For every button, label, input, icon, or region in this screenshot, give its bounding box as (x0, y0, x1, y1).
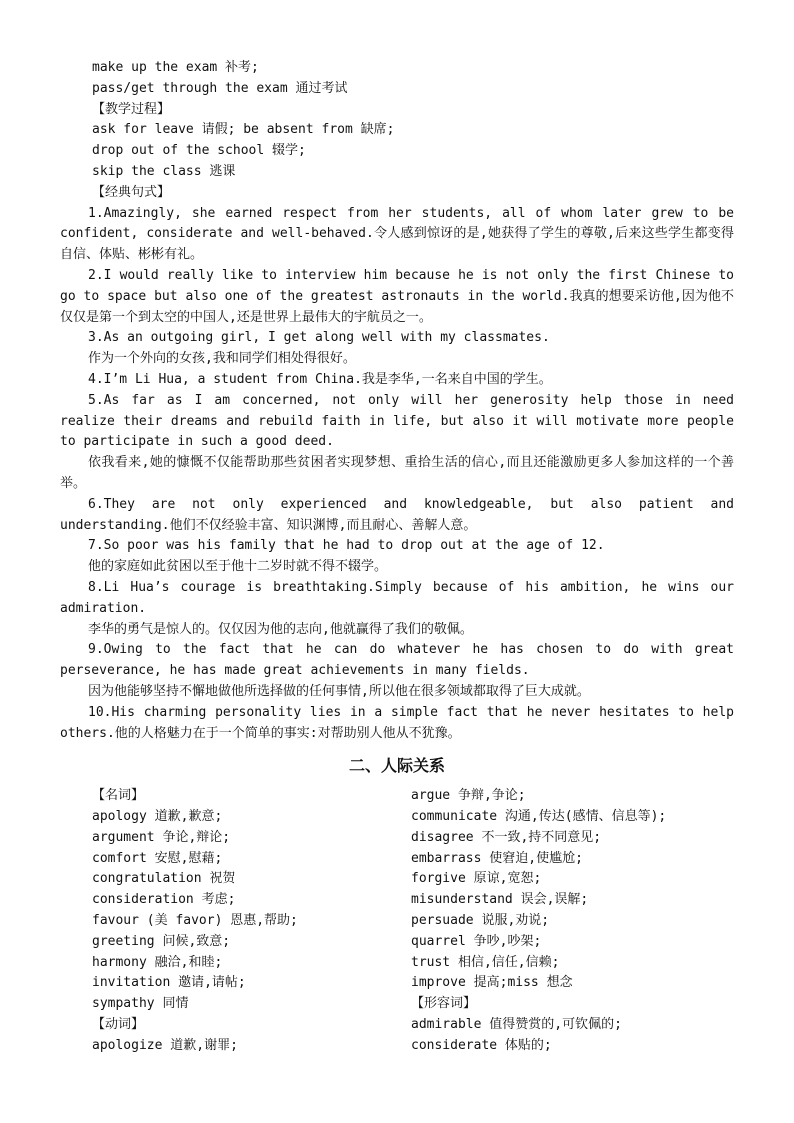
vocab-item: comfort 安慰,慰藉; (92, 850, 223, 866)
sentence: 3.As an outgoing girl, I get along well with my classmates. (88, 330, 550, 346)
vocab-item: considerate 体贴的; (411, 1037, 552, 1053)
text-line: ask for leave 请假; be absent from 缺席; (92, 122, 395, 138)
vocab-item: favour (美 favor) 恩惠,帮助; (92, 913, 298, 929)
section-heading: 【教学过程】 (92, 101, 171, 117)
sentence-list (60, 204, 734, 745)
sentence-translation: 依我看来,她的慷慨不仅能帮助那些贫困者实现梦想、重拾生活的信心,而且还能激励更多人参加这样的一个善举。 (60, 455, 734, 491)
vocab-item: apology 道歉,歉意; (92, 809, 223, 825)
sentence: 5.As far as I am concerned, not only will her generosity help those in need realize their dreams and rebuild faith in life, but also it will motivate more people to participate in such a good deed. (60, 392, 734, 450)
vocab-heading: 【动词】 (92, 1017, 145, 1033)
sentence: 7.So poor was his family that he had to drop out at the age of 12. (88, 538, 605, 554)
document-page (60, 58, 734, 1057)
vocab-top-block (60, 58, 734, 204)
text-line: make up the exam 补考; (92, 60, 259, 75)
sentence: 2.I would really like to interview him because he is not only the first Chinese to go to space but also one of the greatest astronauts in the world.我真的想要采访他,因为他不仅仅是第一个到太空的中国人,还是世界上最伟大的宇航员之一。 (60, 267, 734, 325)
sentence-translation: 因为他能够坚持不懈地做他所选择做的任何事情,所以他在很多领域都取得了巨大成就。 (88, 683, 590, 699)
sentence: 9.Owing to the fact that he can do whatever he has chosen to do with great perseverance, he has made great achievements in many fields. (60, 642, 734, 679)
vocab-item: trust 相信,信任,信赖; (411, 954, 560, 970)
sentence: 6.They are not only experienced and knowledgeable, but also patient and understanding.他们不仅经验丰富、知识渊博,而且耐心、善解人意。 (60, 496, 734, 533)
sentence: 10.His charming personality lies in a simple fact that he never hesitates to help others.他的人格魅力在于一个简单的事实:对帮助别人他从不犹豫。 (60, 704, 734, 741)
vocab-right-column (411, 786, 734, 1056)
text-line: skip the class 逃课 (92, 163, 236, 179)
sentence: 8.Li Hua’s courage is breathtaking.Simply because of his ambition, he wins our admiration. (60, 579, 734, 616)
vocab-item: apologize 道歉,谢罪; (92, 1037, 238, 1053)
vocab-item: sympathy 同情 (92, 996, 189, 1012)
vocab-item: disagree 不一致,持不同意见; (411, 829, 602, 845)
vocab-item: invitation 邀请,请帖; (92, 975, 246, 991)
vocab-item: quarrel 争吵,吵架; (411, 933, 542, 949)
vocab-item: embarrass 使窘迫,使尴尬; (411, 850, 583, 866)
vocab-item: argue 争辩,争论; (411, 788, 526, 804)
vocab-left-column (60, 786, 411, 1056)
sentence-translation: 作为一个外向的女孩,我和同学们相处得很好。 (88, 351, 356, 367)
vocab-item: persuade 说服,劝说; (411, 913, 550, 929)
vocab-item: communicate 沟通,传达(感情、信息等); (411, 809, 667, 825)
sentence: 1.Amazingly, she earned respect from her students, all of whom later grew to be confident, considerate and well-behaved.令人感到惊讶的是,她获得了学生的尊敬,后来这些学生都变得自信、体贴、彬彬有礼。 (60, 205, 734, 263)
vocab-item: admirable 值得赞赏的,可钦佩的; (411, 1017, 622, 1033)
text-line: drop out of the school 辍学; (92, 143, 306, 159)
sentence-translation: 李华的勇气是惊人的。仅仅因为他的志向,他就赢得了我们的敬佩。 (88, 621, 473, 637)
vocab-item: improve 提高;miss 想念 (411, 975, 573, 991)
vocab-columns (60, 786, 734, 1056)
vocab-item: congratulation 祝贺 (92, 871, 236, 887)
sentence-translation: 他的家庭如此贫困以至于他十二岁时就不得不辍学。 (88, 559, 388, 575)
vocab-item: argument 争论,辩论; (92, 829, 231, 845)
section-title: 二、人际关系 (348, 756, 445, 776)
vocab-heading: 【形容词】 (411, 996, 477, 1012)
sentence: 4.I’m Li Hua, a student from China.我是李华,一名来自中国的学生。 (88, 371, 552, 387)
vocab-item: greeting 问候,致意; (92, 933, 231, 949)
text-line: pass/get through the exam 通过考试 (92, 80, 348, 96)
section-heading: 【经典句式】 (92, 184, 171, 200)
vocab-item: misunderstand 误会,误解; (411, 892, 589, 908)
vocab-item: consideration 考虑; (92, 892, 236, 908)
vocab-heading: 【名词】 (92, 788, 145, 804)
vocab-item: forgive 原谅,宽恕; (411, 871, 542, 887)
vocab-item: harmony 融洽,和睦; (92, 954, 223, 970)
